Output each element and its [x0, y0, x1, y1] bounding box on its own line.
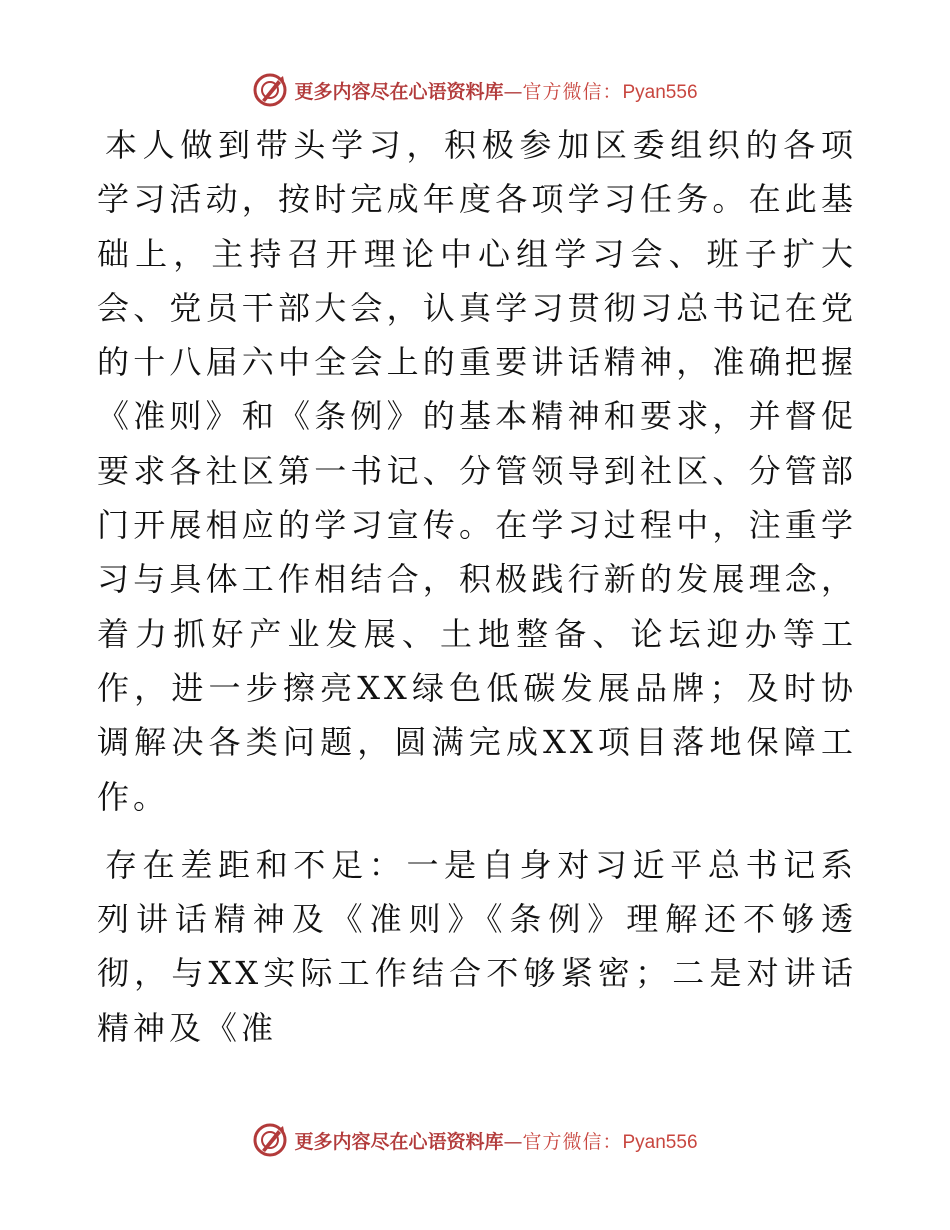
brand-logo-icon [252, 72, 288, 108]
body-paragraph-1: 本人做到带头学习，积极参加区委组织的各项学习活动，按时完成年度各项学习任务。在此基础上，主持召开理论中心组学习会、班子扩大会、党员干部大会，认真学习贯彻习总书记在党的十八届六中全会上的重要讲话精神，准确把握《准则》和《条例》的基本精神和要求，并督促要求各社区第一书记、分管领导到社区、分管部门开展相应的学习宣传。在学习过程中，注重学习与具体工作相结合，积极践行新的发展理念，着力抓好产业发展、土地整备、论坛迎办等工作，进一步擦亮XX绿色低碳发展品牌；及时协调解决各类问题，圆满完成XX项目落地保障工作。 [97, 126, 857, 816]
header-brand-text: 更多内容尽在心语资料库 [294, 80, 504, 103]
header-dash: — [503, 80, 523, 103]
document-body [97, 118, 857, 1055]
header-wechat-label: 官方微信： [522, 80, 623, 103]
footer-brand-text: 更多内容尽在心语资料库 [294, 1130, 504, 1153]
header-wechat-id: Pyan556 [622, 81, 698, 103]
footer-banner-text [294, 1127, 697, 1154]
footer-wechat-label: 官方微信： [522, 1130, 623, 1153]
footer-wechat-id: Pyan556 [622, 1131, 698, 1153]
body-paragraph-2: 存在差距和不足：一是自身对习近平总书记系列讲话精神及《准则》《条例》理解还不够透彻，与XX实际工作结合不够紧密；二是对讲话精神及《准 [97, 845, 857, 1047]
footer-dash: — [503, 1130, 523, 1153]
header-banner-text [294, 77, 697, 104]
brand-logo-icon [252, 1122, 288, 1158]
header-banner [0, 70, 950, 110]
footer-banner [0, 1120, 950, 1160]
